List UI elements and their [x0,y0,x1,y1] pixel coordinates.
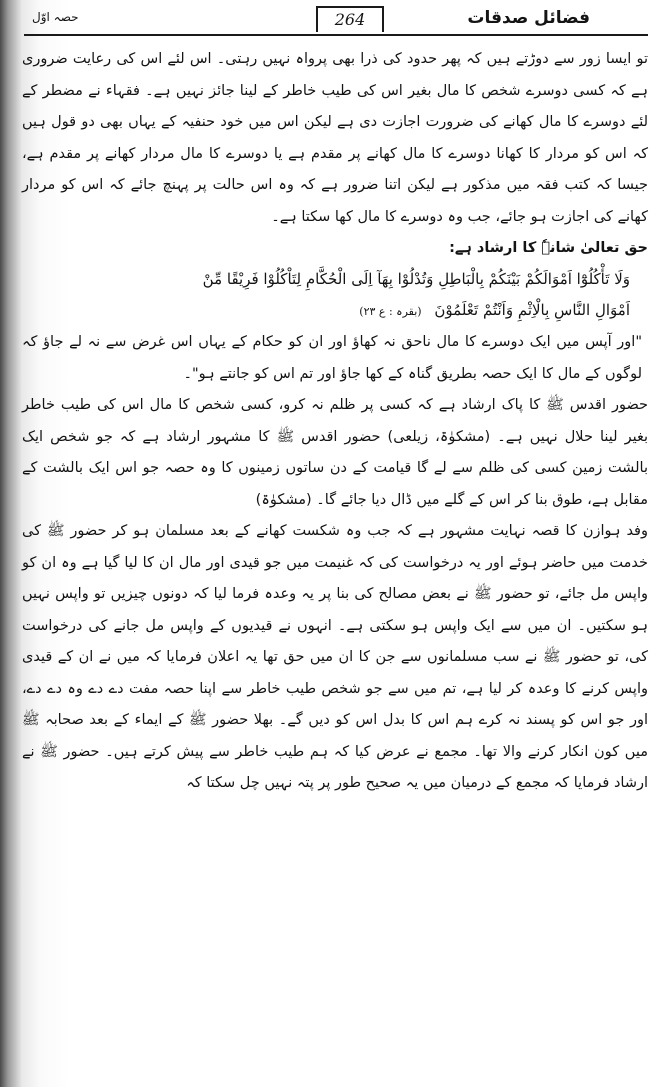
paragraph-1: تو ایسا زور سے دوڑتے ہیں کہ پھر حدود کی ذرا بھی پرواہ نہیں رہتی۔ اس لئے اس کی رعایت ضروری ہے کہ کسی دوسرے شخص کا مال بغیر اس کی طیب خاطر کے لینا جائز نہیں ہے۔ فقہاء نے مضطر کے لئے دوسرے کا مال کھانے کی ضرورت اجازت دی ہے لیکن اس میں خود حنفیہ کے یہاں بھی دو قول ہیں کہ اس کو مردار کا کھانا دوسرے کا مال کھانے پر مقدم ہے یا دوسرے کا مال مردار کھانے پر مقدم ہے، جیسا کہ کتب فقہ میں مذکور ہے لیکن اتنا ضرور ہے کہ وہ اس حالت پر پہنچ جائے کہ اس کو مردار کھانے کی اجازت ہو جائے، جب وہ دوسرے کا مال کھا سکتا ہے۔ [22,51,648,225]
page-body [22,44,648,800]
part-label: حصہ اوّل [32,10,79,24]
quran-verse-line-1: وَلَا تَأْكُلُوْٓا اَمْوَالَكُمْ بَيْنَكُمْ بِالْبَاطِلِ وَتُدْلُوْا بِهَآ اِلَى الْحُكَّامِ لِتَاْكُلُوْا فَرِيْقًا مِّنْ [202,270,630,288]
book-title: فضائل صدقات [467,8,590,28]
paragraph-2: حضور اقدس ﷺ کا پاک ارشاد ہے کہ کسی پر ظلم نہ کرو، کسی شخص کا مال اس کی طیب خاطر بغیر لینا حلال نہیں ہے۔ (مشکوٰۃ، زیلعی) حضور اقدس ﷺ کا مشہور ارشاد ہے کہ جو شخص ایک بالشت زمین کسی کی ظلم سے لے گا قیامت کے دن ساتوں زمینوں کا وہ حصہ جو اس ایک بالشت کے مقابل ہے، طوق بنا کر اس کے گلے میں ڈال دیا جائے گا۔ (مشکوٰۃ) [22,397,648,508]
page-number: 264 [316,6,384,32]
verse-reference: (بقرہ : ع ۲۳) [359,305,422,318]
verse-translation: "اور آپس میں ایک دوسرے کا مال ناحق نہ کھاؤ اور ان کو حکام کے یہاں اس غرض سے نہ لے جاؤ کہ لوگوں کے مال کا ایک حصہ بطریق گناہ کے کھا جاؤ اور تم اس کو جانتے ہو"۔ [22,334,642,382]
quran-verse-line-2: اَمْوَالِ النَّاسِ بِالْاِثْمِ وَاَنْتُمْ تَعْلَمُوْنَ [434,301,630,319]
verse-intro-heading: حق تعالیٰ شانہٗ کا ارشاد ہے: [449,240,648,256]
page-header [24,4,648,36]
quran-verse [22,264,648,327]
paragraph-3: وفد ہوازن کا قصہ نہایت مشہور ہے کہ جب وہ شکست کھانے کے بعد مسلمان ہو کر حضور ﷺ کی خدمت میں حاضر ہوئے اور یہ درخواست کی کہ غنیمت میں جو قیدی اور مال ان کا لیا گیا ہے وہ ان کو واپس مل جائے، تو حضور ﷺ نے بعض مصالح کی بنا پر یہ وعدہ فرما لیا کہ دونوں چیزیں تو واپس نہیں ہو سکتیں۔ ان میں سے ایک واپس ہو سکتی ہے۔ انہوں نے قیدیوں کے واپس مل جانے کی درخواست کی، تو حضور ﷺ نے سب مسلمانوں سے جن کا ان میں حق تھا یہ اعلان فرمایا کہ میں نے ان کے قیدی واپس کرنے کا وعدہ کر لیا ہے، تم میں سے جو شخص طیب خاطر سے اپنا حصہ مفت دے دے وہ دے دے، اور جو اس کو پسند نہ کرے ہم اس کا بدل اس کو دیں گے۔ بھلا حضور ﷺ کے ایماء کے بعد صحابہ ﷺ میں کون انکار کرنے والا تھا۔ مجمع نے عرض کیا کہ ہم طیب خاطر سے پیش کرتے ہیں۔ حضور ﷺ نے ارشاد فرمایا کہ مجمع کے درمیان میں یہ صحیح طور پر پتہ نہیں چل سکتا کہ [22,523,648,791]
